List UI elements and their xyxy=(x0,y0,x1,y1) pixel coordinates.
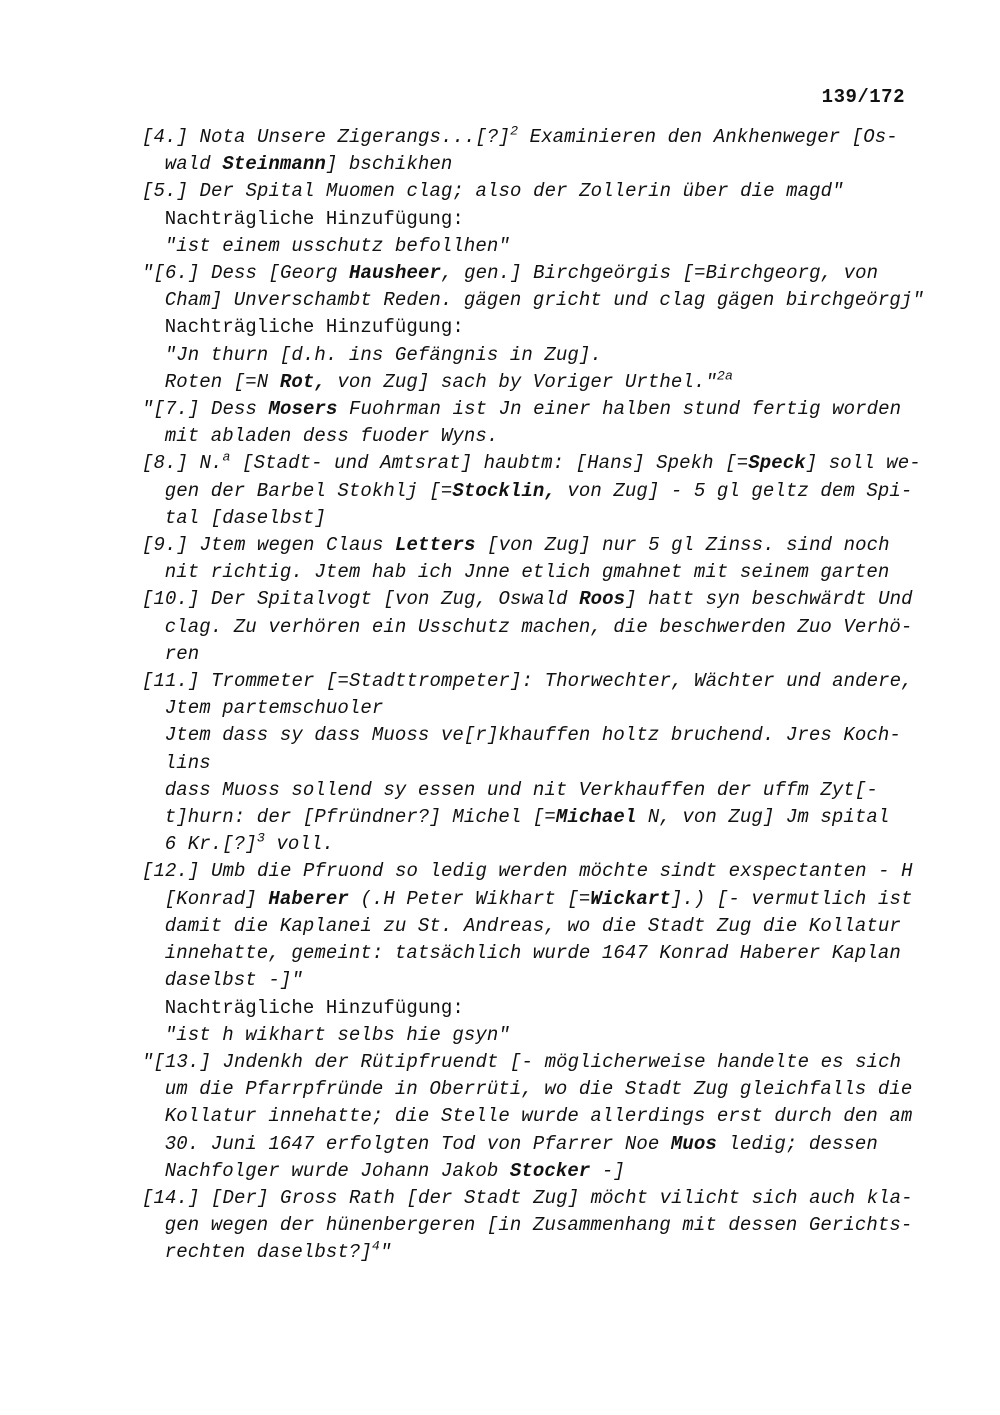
text-segment: [Stadt- und Amtsrat] haubtm: [Hans] Spekh [= xyxy=(230,452,749,475)
text-segment: 2a xyxy=(716,368,734,384)
text-line xyxy=(142,124,932,151)
emphasized-name: Michael xyxy=(555,806,637,829)
text-segment: ren xyxy=(164,642,200,665)
text-line xyxy=(142,967,932,994)
text-line xyxy=(142,178,932,205)
text-line xyxy=(142,858,932,885)
text-line xyxy=(142,1158,932,1185)
text-segment: ledig; dessen xyxy=(716,1132,878,1155)
text-line xyxy=(142,1239,932,1266)
text-line xyxy=(142,1185,932,1212)
text-segment: 3 xyxy=(256,830,265,846)
text-line xyxy=(142,287,932,314)
text-segment: [12.] Umb die Pfruond so ledig werden möchte sindt exspectanten - H xyxy=(142,860,913,883)
text-segment: , gen.] Birchgeörgis [=Birchgeorg, von xyxy=(441,262,879,285)
text-line xyxy=(142,260,932,287)
emphasized-name: Wickart xyxy=(590,887,671,910)
text-segment: Roten [=N xyxy=(164,370,280,393)
text-line xyxy=(142,369,932,396)
text-segment: -] xyxy=(590,1159,625,1182)
emphasized-name: Roos xyxy=(579,588,626,611)
text-segment: Examinieren den Ankhenweger [Os- xyxy=(518,126,898,148)
page-number: 139/172 xyxy=(821,86,905,108)
text-segment: damit die Kaplanei zu St. Andreas, wo die Stadt Zug die Kollatur xyxy=(164,914,901,937)
document-body xyxy=(142,124,932,1267)
text-segment: von Zug] - 5 gl geltz dem Spi- xyxy=(555,479,913,502)
text-segment: [5.] Der Spital Muomen clag; also der Zollerin über die magd" xyxy=(142,180,844,203)
text-segment: rechten daselbst?] xyxy=(164,1241,372,1264)
text-segment: ] hatt syn beschwärdt Und xyxy=(625,588,913,611)
text-segment: mit abladen dess fuoder Wyns. xyxy=(164,425,499,448)
emphasized-name: Stocker xyxy=(509,1159,591,1182)
text-line xyxy=(142,804,932,831)
text-segment: 4 xyxy=(371,1239,380,1254)
text-segment: "ist einem usschutz befollhen" xyxy=(164,234,510,257)
text-line xyxy=(142,233,932,260)
text-segment: gen der Barbel Stokhlj [= xyxy=(164,479,453,502)
text-segment: a xyxy=(222,450,231,466)
emphasized-name: Letters xyxy=(395,534,476,557)
text-line xyxy=(142,614,932,641)
text-segment: Nachträgliche Hinzufügung: xyxy=(164,996,464,1019)
text-line xyxy=(142,532,932,559)
text-line xyxy=(142,151,932,178)
text-segment: gen wegen der hünenbergeren [in Zusammenhang mit dessen Gerichts- xyxy=(164,1214,913,1237)
text-line xyxy=(142,995,932,1022)
text-segment: [Konrad] xyxy=(164,887,269,910)
text-segment: [von Zug] nur 5 gl Zinss. sind noch xyxy=(475,534,890,557)
text-segment: ].) [- vermutlich ist xyxy=(670,887,913,910)
text-segment: [11.] Trommeter [=Stadttrompeter]: Thorwechter, Wächter und andere, xyxy=(142,670,913,693)
text-line xyxy=(142,913,932,940)
text-line xyxy=(142,831,932,858)
text-segment: [9.] Jtem wegen Claus xyxy=(142,534,396,557)
emphasized-name: Hausheer xyxy=(349,262,442,285)
text-line xyxy=(142,1212,932,1239)
text-segment: 6 Kr.[?] xyxy=(164,833,257,856)
text-segment: voll. xyxy=(264,833,334,856)
text-segment: tal [daselbst] xyxy=(164,506,326,529)
text-segment: (.H Peter Wikhart [= xyxy=(348,887,591,910)
text-segment: "Jn thurn [d.h. ins Gefängnis in Zug]. xyxy=(164,343,602,366)
text-segment: [14.] [Der] Gross Rath [der Stadt Zug] möcht vilicht sich auch kla- xyxy=(142,1186,913,1209)
text-segment: [10.] Der Spitalvogt [von Zug, Oswald xyxy=(142,588,580,611)
text-line xyxy=(142,342,932,369)
text-segment: Kollatur innehatte; die Stelle wurde allerdings erst durch den am xyxy=(164,1105,913,1128)
text-segment: daselbst -]" xyxy=(164,969,303,992)
emphasized-name: Speck xyxy=(748,452,806,475)
text-segment: nit richtig. Jtem hab ich Jnne etlich gmahnet mit seinem garten xyxy=(164,561,890,584)
text-segment: "[13.] Jndenkh der Rütipfruendt [- möglicherweise handelte es sich xyxy=(142,1050,902,1073)
text-line xyxy=(142,450,932,477)
text-segment: [8.] N. xyxy=(142,452,223,475)
text-segment: [4.] Nota Unsere Zigerangs...[?] xyxy=(142,126,511,148)
text-segment: N, von Zug] Jm spital xyxy=(636,806,890,829)
text-segment: Nachfolger wurde Johann Jakob xyxy=(164,1159,510,1182)
text-segment: wald xyxy=(164,153,223,176)
text-line xyxy=(142,559,932,586)
text-line xyxy=(142,668,932,695)
text-segment: dass Muoss sollend sy essen und nit Verkhauffen der uffm Zyt[- xyxy=(164,778,878,801)
text-line xyxy=(142,1049,932,1076)
text-segment: Jtem dass sy dass Muoss ve[r]khauffen holtz bruchend. Jres Koch- xyxy=(164,724,901,747)
emphasized-name: Haberer xyxy=(268,887,349,910)
text-segment: Nachträgliche Hinzufügung: xyxy=(164,316,464,339)
text-segment: innehatte, gemeint: tatsächlich wurde 1647 Konrad Haberer Kaplan xyxy=(164,942,901,965)
text-line xyxy=(142,586,932,613)
text-line xyxy=(142,940,932,967)
text-segment: " xyxy=(379,1241,392,1264)
text-line xyxy=(142,478,932,505)
text-segment: lins xyxy=(164,751,211,774)
text-line xyxy=(142,505,932,532)
text-line xyxy=(142,1103,932,1130)
text-line xyxy=(142,1131,932,1158)
emphasized-name: Steinmann xyxy=(222,153,326,176)
text-segment: 30. Juni 1647 erfolgten Tod von Pfarrer Noe xyxy=(164,1132,671,1155)
text-line xyxy=(142,722,932,749)
text-segment: Jtem partemschuoler xyxy=(164,697,384,720)
text-line xyxy=(142,314,932,341)
text-segment: Fuohrman ist Jn einer halben stund fertig worden xyxy=(337,398,902,421)
text-line xyxy=(142,423,932,450)
emphasized-name: Mosers xyxy=(268,398,338,421)
text-segment: von Zug] sach by Voriger Urthel." xyxy=(325,370,717,393)
emphasized-name: Stocklin, xyxy=(452,479,556,502)
text-segment: Nachträgliche Hinzufügung: xyxy=(164,207,464,230)
emphasized-name: Muos xyxy=(670,1132,717,1155)
text-line xyxy=(142,396,932,423)
text-line xyxy=(142,777,932,804)
text-segment: "[6.] Dess [Georg xyxy=(142,262,350,285)
text-line xyxy=(142,206,932,233)
text-segment: Cham] Unverschambt Reden. gägen gricht und clag gägen birchgeörgj" xyxy=(164,289,924,312)
text-segment: "ist h wikhart selbs hie gsyn" xyxy=(164,1023,510,1046)
text-line xyxy=(142,695,932,722)
text-line xyxy=(142,750,932,777)
text-segment: ] soll we- xyxy=(805,452,921,475)
text-segment: 2 xyxy=(510,123,519,139)
text-line xyxy=(142,886,932,913)
text-line xyxy=(142,1076,932,1103)
text-segment: "[7.] Dess xyxy=(142,398,269,421)
text-segment: clag. Zu verhören ein Usschutz machen, die beschwerden Zuo Verhö- xyxy=(164,615,913,638)
text-line xyxy=(142,1022,932,1049)
text-segment: ] bschikhen xyxy=(325,153,453,176)
emphasized-name: Rot, xyxy=(279,370,326,393)
text-line xyxy=(142,641,932,668)
text-segment: um die Pfarrpfründe in Oberrüti, wo die Stadt Zug gleichfalls die xyxy=(164,1078,913,1101)
text-segment: t]hurn: der [Pfründner?] Michel [= xyxy=(164,806,556,829)
